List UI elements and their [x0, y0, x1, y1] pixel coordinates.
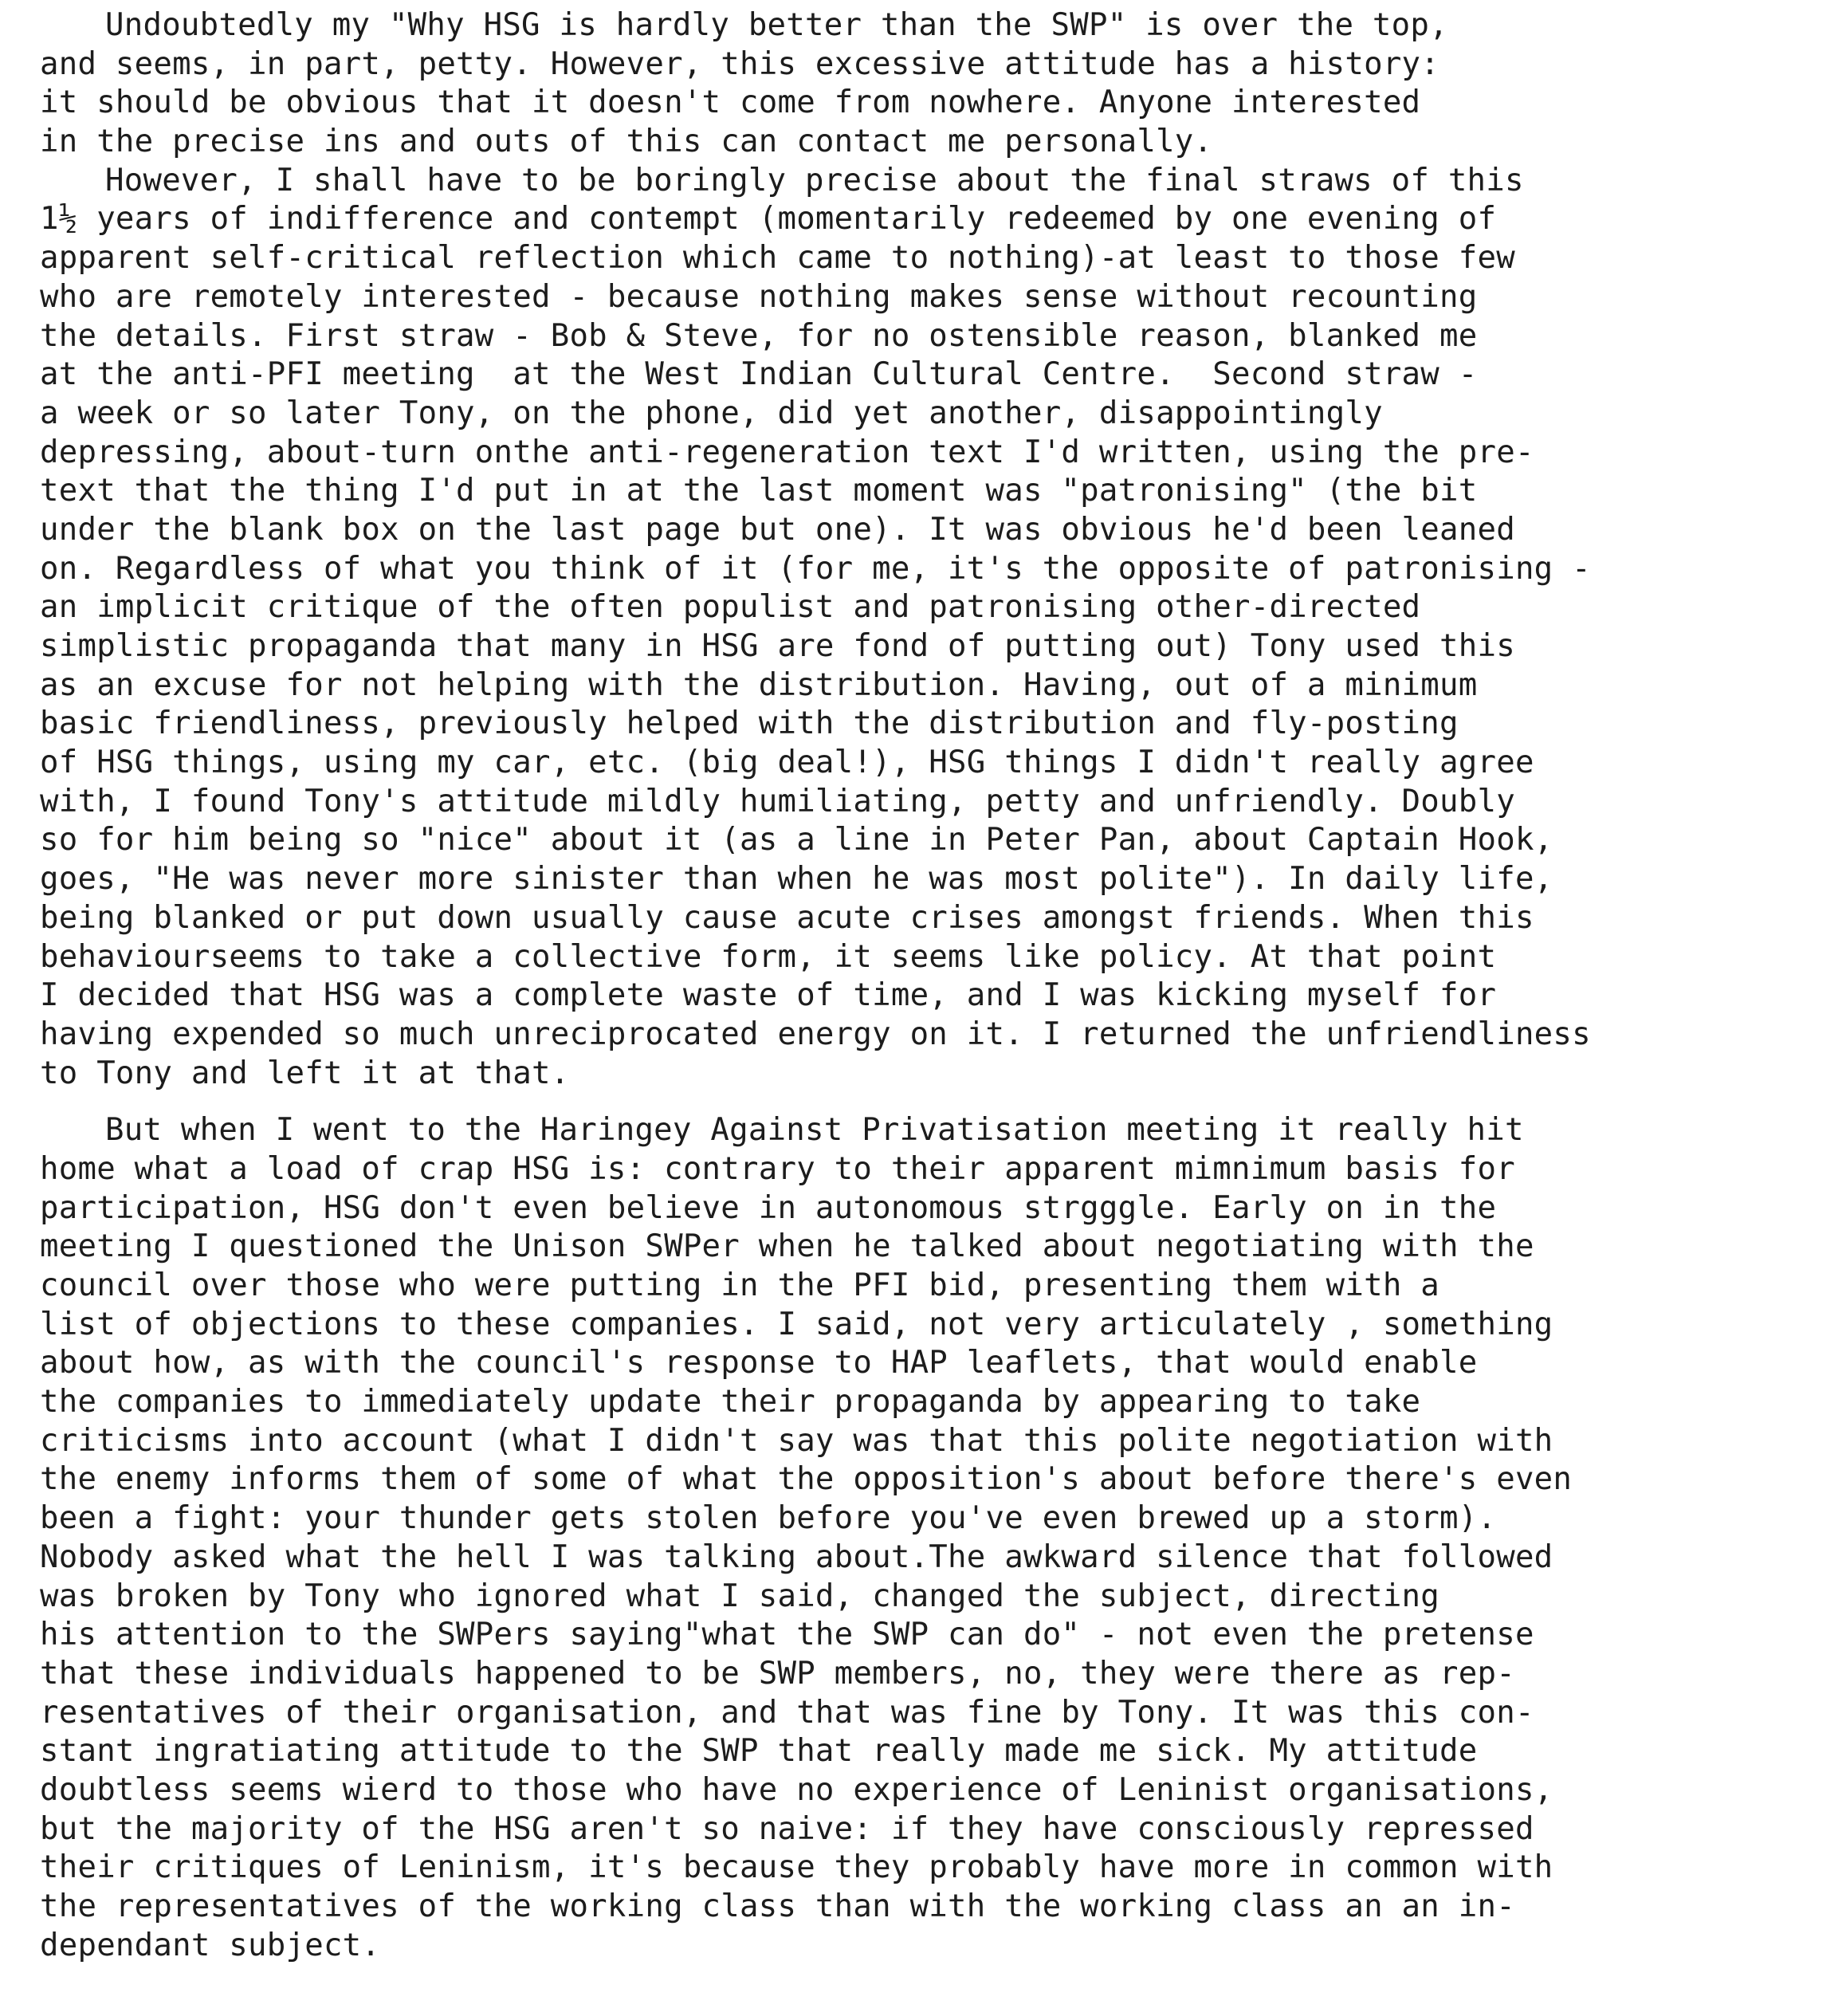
text-line: on. Regardless of what you think of it (for me, it's the opposite of patronising -	[40, 550, 1591, 587]
text-line: criticisms into account (what I didn't say was that this polite negotiation with	[40, 1422, 1553, 1459]
text-line: But when I went to the Haringey Against Privatisation meeting it really hit	[105, 1112, 1524, 1149]
text-line: with, I found Tony's attitude mildly humiliating, petty and unfriendly. Doubly	[40, 783, 1515, 819]
paragraph-2	[40, 162, 1833, 1094]
text-line: but the majority of the HSG aren't so naive: if they have consciously repressed	[40, 1810, 1534, 1847]
text-line: about how, as with the council's response to HAP leaflets, that would enable	[40, 1345, 1478, 1381]
text-line: home what a load of crap HSG is: contrary to their apparent mimnimum basis for	[40, 1150, 1515, 1187]
text-line: meeting I questioned the Unison SWPer when he talked about negotiating with the	[40, 1228, 1534, 1265]
text-line: apparent self-critical reflection which came to nothing)-at least to those few	[40, 240, 1515, 277]
text-line: so for him being so "nice" about it (as a line in Peter Pan, about Captain Hook,	[40, 822, 1553, 859]
paragraph-3	[40, 1111, 1833, 1965]
text-line: dependant subject.	[40, 1927, 381, 1963]
text-line: the enemy informs them of some of what the opposition's about before there's even	[40, 1461, 1573, 1498]
text-line: stant ingratiating attitude to the SWP that really made me sick. My attitude	[40, 1733, 1478, 1770]
document-body	[40, 6, 1833, 1965]
text-line: a week or so later Tony, on the phone, did yet another, disappointingly	[40, 395, 1383, 431]
text-line: 1½ years of indifference and contempt (momentarily redeemed by one evening of	[40, 201, 1497, 238]
text-line: was broken by Tony who ignored what I said, changed the subject, directing	[40, 1578, 1440, 1614]
text-line: goes, "He was never more sinister than when he was most polite"). In daily life,	[40, 861, 1553, 898]
text-line: council over those who were putting in the PFI bid, presenting them with a	[40, 1267, 1440, 1303]
text-line: Nobody asked what the hell I was talking about.The awkward silence that followed	[40, 1539, 1553, 1575]
text-line: who are remotely interested - because nothing makes sense without recounting	[40, 278, 1478, 315]
text-line: the details. First straw - Bob & Steve, for no ostensible reason, blanked me	[40, 317, 1478, 354]
text-line: it should be obvious that it doesn't come from nowhere. Anyone interested	[40, 84, 1421, 121]
text-line: an implicit critique of the often populist and patronising other-directed	[40, 589, 1421, 626]
text-line: his attention to the SWPers saying"what the SWP can do" - not even the pretense	[40, 1617, 1534, 1653]
text-line: doubtless seems wierd to those who have no experience of Leninist organisations,	[40, 1771, 1553, 1808]
text-line: that these individuals happened to be SWP members, no, they were there as rep-	[40, 1655, 1515, 1692]
text-line: of HSG things, using my car, etc. (big deal!), HSG things I didn't really agree	[40, 745, 1534, 781]
text-line: depressing, about-turn onthe anti-regeneration text I'd written, using the pre-	[40, 434, 1534, 470]
paragraph-1	[40, 6, 1833, 162]
text-line: and seems, in part, petty. However, this excessive attitude has a history:	[40, 45, 1440, 82]
text-line: at the anti-PFI meeting at the West Indian Cultural Centre. Second straw -	[40, 356, 1478, 393]
text-line: to Tony and left it at that.	[40, 1055, 570, 1091]
text-line: their critiques of Leninism, it's because they probably have more in common with	[40, 1849, 1553, 1886]
text-line: the representatives of the working class than with the working class an an in-	[40, 1888, 1515, 1924]
text-line: text that the thing I'd put in at the last moment was "patronising" (the bit	[40, 473, 1478, 509]
text-line: I decided that HSG was a complete waste of time, and I was kicking myself for	[40, 977, 1497, 1014]
text-line: having expended so much unreciprocated energy on it. I returned the unfriendliness	[40, 1016, 1591, 1052]
text-line: being blanked or put down usually cause acute crises amongst friends. When this	[40, 899, 1534, 936]
text-line: in the precise ins and outs of this can contact me personally.	[40, 124, 1213, 160]
text-line: However, I shall have to be boringly precise about the final straws of this	[105, 162, 1524, 198]
text-line: the companies to immediately update their propaganda by appearing to take	[40, 1384, 1421, 1421]
text-line: as an excuse for not helping with the distribution. Having, out of a minimum	[40, 666, 1478, 703]
text-line: behaviourseems to take a collective form, it seems like policy. At that point	[40, 938, 1497, 975]
text-line: basic friendliness, previously helped with the distribution and fly-posting	[40, 705, 1459, 742]
text-line: resentatives of their organisation, and that was fine by Tony. It was this con-	[40, 1694, 1534, 1731]
text-line: list of objections to these companies. I said, not very articulately , something	[40, 1306, 1553, 1342]
text-line: participation, HSG don't even believe in autonomous strgggle. Early on in the	[40, 1189, 1497, 1226]
text-line: simplistic propaganda that many in HSG are fond of putting out) Tony used this	[40, 628, 1515, 664]
text-line: Undoubtedly my "Why HSG is hardly better than the SWP" is over the top,	[105, 7, 1448, 43]
text-line: been a fight: your thunder gets stolen before you've even brewed up a storm).	[40, 1500, 1497, 1537]
text-line: under the blank box on the last page but one). It was obvious he'd been leaned	[40, 511, 1515, 548]
